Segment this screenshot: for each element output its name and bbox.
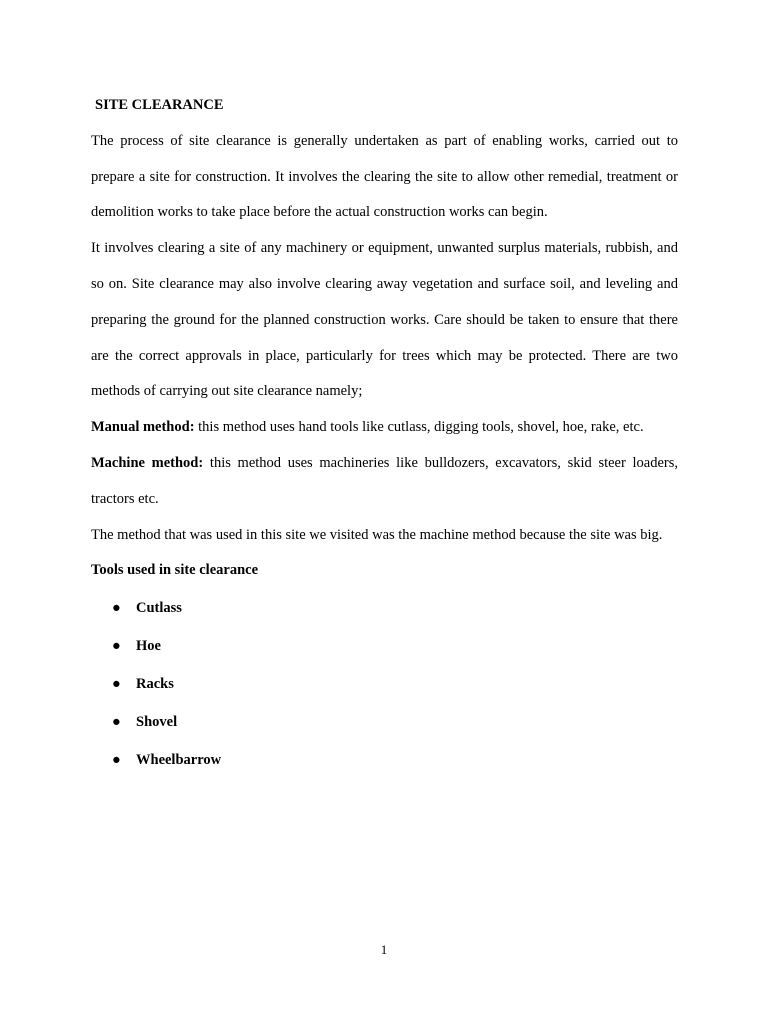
tool-name: Racks <box>136 676 174 693</box>
list-item <box>91 741 678 779</box>
tool-name: Cutlass <box>136 600 182 617</box>
tool-name: Hoe <box>136 638 161 655</box>
paragraph-machine-method <box>91 446 678 518</box>
list-item <box>91 589 678 627</box>
paragraph-manual-method <box>91 410 678 446</box>
page-number: 1 <box>380 942 388 957</box>
document-body <box>91 88 678 779</box>
paragraph-method-used: The method that was used in this site we visited was the machine method because the site was big. <box>91 526 663 543</box>
bullet-icon: ● <box>112 676 121 693</box>
machine-method-text: this method uses machineries like bulldozers, excavators, skid steer loaders, tractors etc. <box>91 454 679 507</box>
bullet-icon: ● <box>112 714 121 731</box>
list-item <box>91 627 678 665</box>
tool-name: Shovel <box>136 714 178 731</box>
paragraph-clearing-details: It involves clearing a site of any machinery or equipment, unwanted surplus materials, rubbish, and so on. Site clearance may also involve clearing away vegetation and surface soil, and leveling and preparing the ground for the planned construction works. Care should be taken to ensure that there are the correct approvals in place, particularly for trees which may be protected. There are two methods of carrying out site clearance namely; <box>91 240 678 400</box>
list-item <box>91 703 678 741</box>
bullet-icon: ● <box>112 752 121 769</box>
tools-list <box>91 589 678 779</box>
list-item <box>91 665 678 703</box>
tool-name: Wheelbarrow <box>136 752 222 769</box>
manual-method-text: this method uses hand tools like cutlass, digging tools, shovel, hoe, rake, etc. <box>194 419 644 436</box>
bullet-icon: ● <box>112 638 121 655</box>
tools-heading: Tools used in site clearance <box>91 562 259 579</box>
paragraph-site-clearance-process: The process of site clearance is generally undertaken as part of enabling works, carried out to prepare a site for construction. It involves the clearing the site to allow other remedial, treatment or demolition works to take place before the actual construction works can begin. <box>91 132 678 221</box>
section-heading: SITE CLEARANCE <box>95 97 224 113</box>
machine-method-label: Machine method: <box>91 454 204 471</box>
bullet-icon: ● <box>112 600 121 617</box>
manual-method-label: Manual method: <box>91 419 195 436</box>
